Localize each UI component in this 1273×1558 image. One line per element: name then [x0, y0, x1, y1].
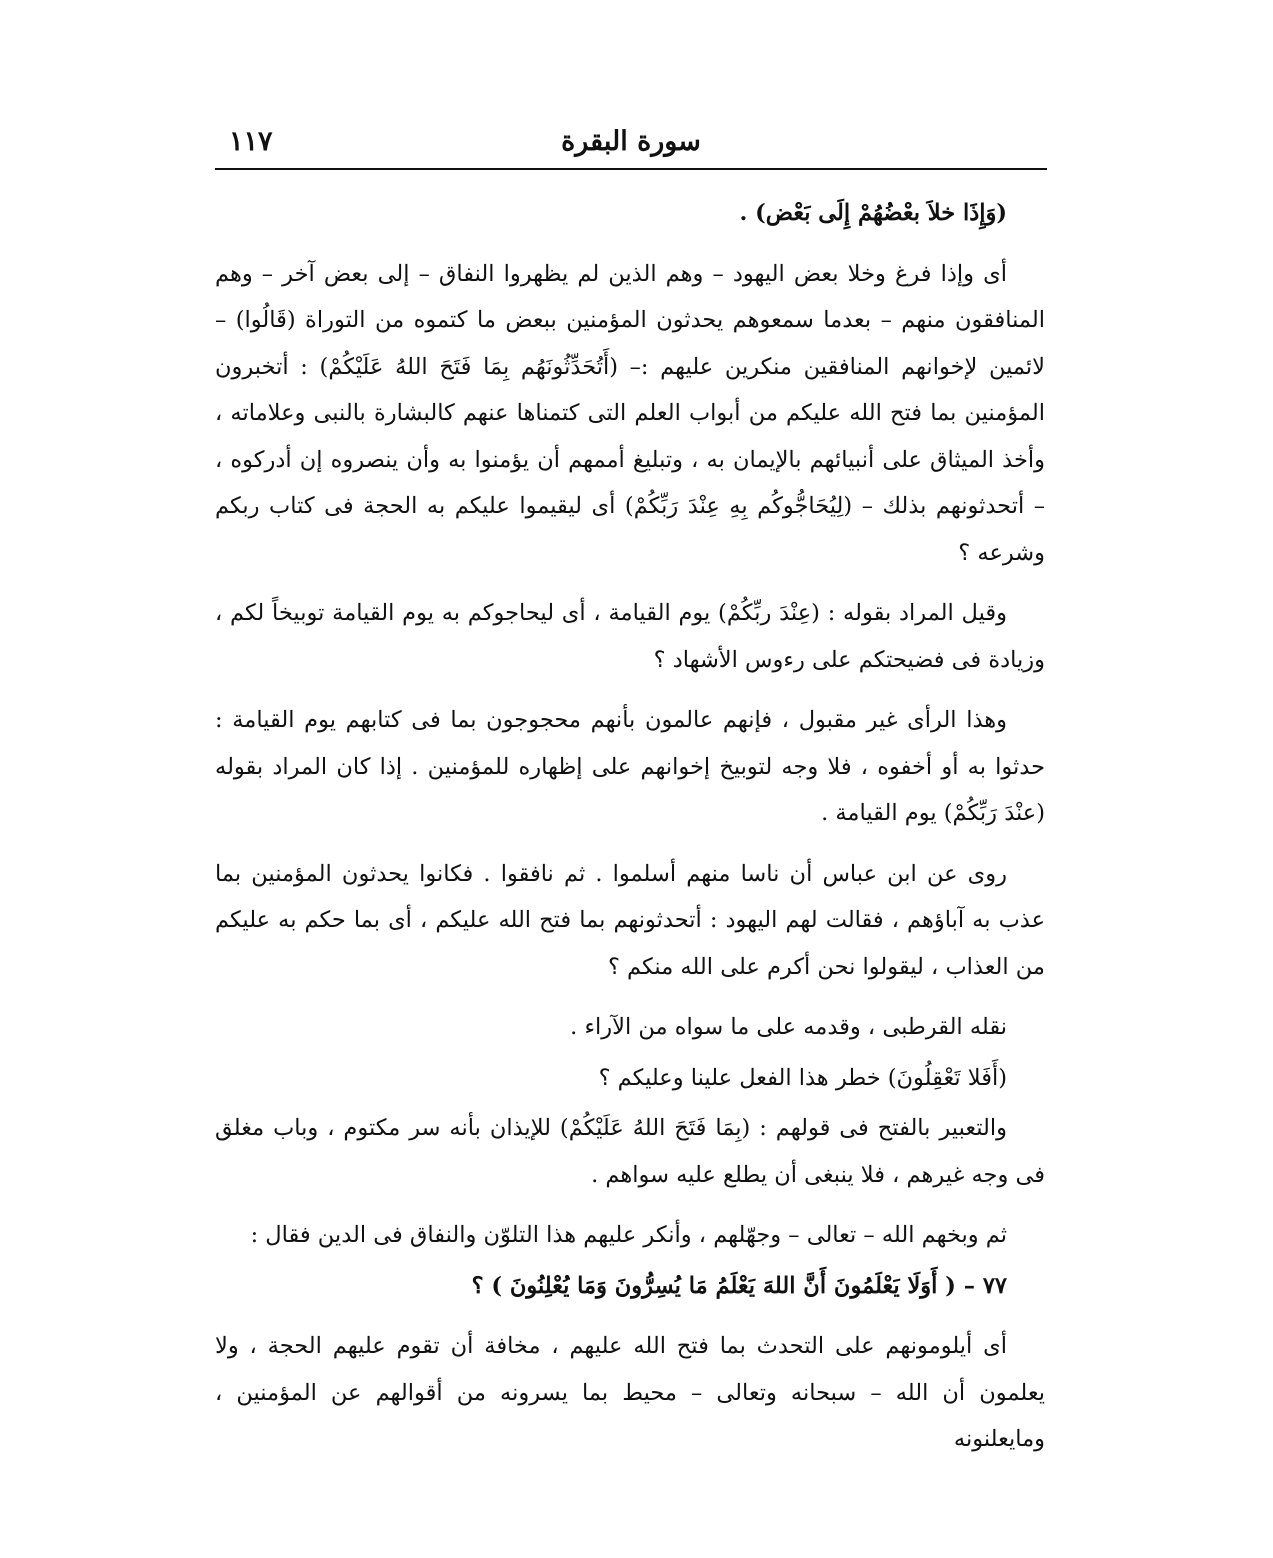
verse-heading: (وَإِذَا خلاَ بعْضُهُمْ إِلَى بَعْض) . [739, 200, 1007, 226]
page-body [215, 190, 1045, 1477]
paragraph-verse-77-commentary: أى أيلومونهم على التحدث بما فتح الله عليهم ، مخافة أن تقوم عليهم الحجة ، ولا يعلمون أن الله – سبحانه وتعالى – محيط بما يسرونه من أقوالهم عن المؤمنين ، ومايعلنونه [215, 1333, 1045, 1452]
page-number: ١١٧ [229, 126, 273, 157]
surah-title: سورة البقرة [561, 126, 701, 157]
paragraph-source-note: نقله القرطبى ، وقدمه على ما سواه من الآراء . [570, 1014, 1007, 1040]
paragraph-rebuke-intro: ثم وبخهم الله – تعالى – وجهّلهم ، وأنكر عليهم هذا التلوّن والنفاق فى الدين فقال : [250, 1222, 1007, 1248]
paragraph-alternate-opinion: وقيل المراد بقوله : (عِنْدَ ربِّكُمْ) يوم القيامة ، أى ليحاجوكم به يوم القيامة توبيخاً لكم ، وزيادة فى فضيحتكم على رءوس الأشهاد ؟ [215, 600, 1045, 673]
page-header [215, 118, 1047, 168]
paragraph-question: (أَفَلا تَعْقِلُونَ) خطر هذا الفعل علينا وعليكم ؟ [598, 1064, 1007, 1091]
paragraph-explanation: أى وإذا فرغ وخلا بعض اليهود – وهم الذين لم يظهروا النفاق – إلى بعض آخر – وهم المنافقون منهم – بعدما سمعوهم يحدثون المؤمنين ببعض ما كتموه من التوراة (قَالُوا) – لائمين لإخوانهم المنافقين منكرين عليهم :– (أَتُحَدِّثُونَهُم بِمَا فَتَحَ اللهُ عَلَيْكُمْ) : أتخبرون المؤمنين بما فتح الله عليكم من أبواب العلم التى كتمناها عنهم كالبشارة بالنبى وعلاماته ، وأخذ الميثاق على أنبيائهم بالإيمان به ، وتبليغ أممهم أن يؤمنوا به وأن ينصروه إن أدركوه ، – أتحدثونهم بذلك – (لِيُحَاجُّوكُم بِهِ عِنْدَ رَبِّكُمْ) أى ليقيموا عليكم به الحجة فى كتاب ربكم وشرعه ؟ [215, 260, 1045, 566]
paragraph-expression-note: والتعبير بالفتح فى قولهم : (بِمَا فَتَحَ اللهُ عَلَيْكُمْ) للإيذان بأنه سر مكتوم ، وباب مغلق فى وجه غيرهم ، فلا ينبغى أن يطلع عليه سواهم . [215, 1115, 1045, 1188]
verse-77: ٧٧ – ( أَوَلَا يَعْلَمُونَ أَنَّ اللهَ يَعْلَمُ مَا يُسِرُّونَ وَمَا يُعْلِنُونَ ) ؟ [471, 1272, 1007, 1299]
header-divider [215, 168, 1047, 170]
paragraph-rebuttal: وهذا الرأى غير مقبول ، فإنهم عالمون بأنهم محجوجون بما فى كتابهم يوم القيامة : حدثوا به أو أخفوه ، فلا وجه لتوبيخ إخوانهم على إظهاره للمؤمنين . إذا كان المراد بقوله (عنْدَ رَبِّكُمْ) يوم القيامة . [215, 707, 1045, 826]
paragraph-narration: روى عن ابن عباس أن ناسا منهم أسلموا . ثم نافقوا . فكانوا يحدثون المؤمنين بما عذب به آباؤهم ، فقالت لهم اليهود : أتحدثونهم بما فتح الله عليكم ، أى بما حكم به عليكم من العذاب ، ليقولوا نحن أكرم على الله منكم ؟ [215, 860, 1045, 980]
